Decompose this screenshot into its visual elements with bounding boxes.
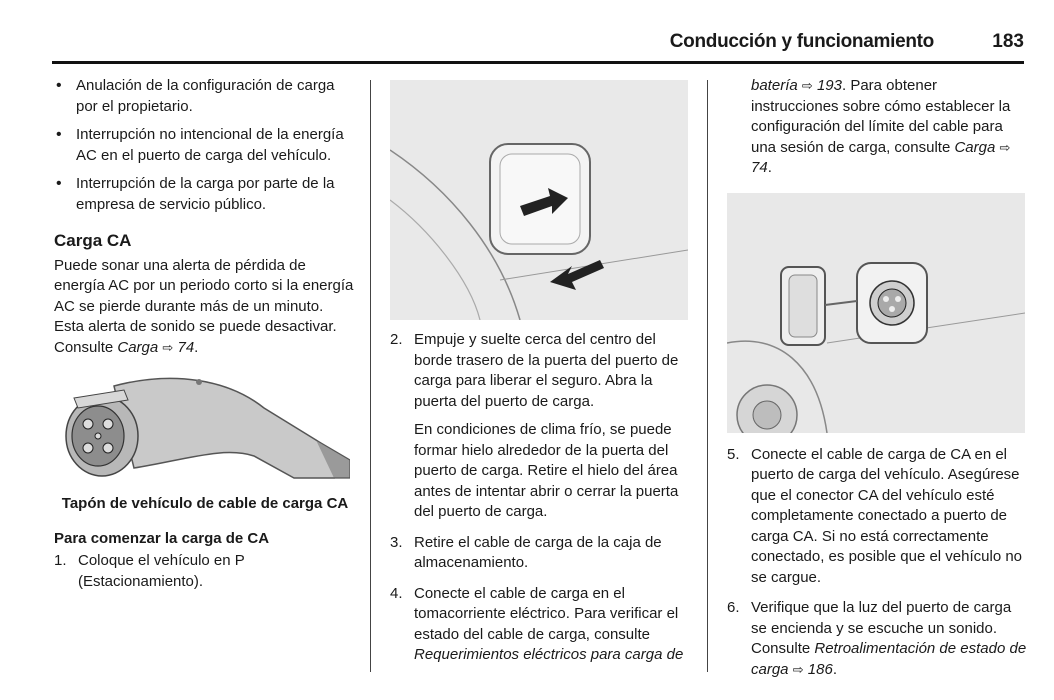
subheading: Para comenzar la carga de CA <box>54 529 270 547</box>
step-list <box>727 445 1027 681</box>
page-header <box>0 0 1054 66</box>
page-ref-arrow-icon: ⇨ <box>162 339 174 355</box>
figure-caption: Tapón de vehículo de cable de carga CA <box>61 495 349 512</box>
cross-reference-link[interactable]: batería ⇨ 193 <box>751 77 842 94</box>
step-item: 5. Conecte el cable de carga de CA en el puerto de carga del vehículo. Asegúrese que el conector CA del vehículo esté completamente conectado a puerto de carga CA. Si no está correctamente conectado, es posible que el vehículo no se cargue. <box>727 445 1023 586</box>
step-item: 2. Empuje y suelte cerca del centro del borde trasero de la puerta del puerto de carga para liberar el seguro. Abra la puerta del puerto de carga. En condiciones de clima frío, se puede formar hielo alrededor de la puerta del puerto de carga. Retire el hielo del área antes de intentar abrir o cerrar la puerta del puerto de carga. <box>390 330 690 523</box>
header-rule <box>52 61 1024 64</box>
charge-port-door-illustration <box>390 80 688 320</box>
cross-reference-link[interactable]: Carga ⇨ 74 <box>751 138 1011 176</box>
page-ref-arrow-icon: ⇨ <box>999 139 1011 155</box>
step-item: 1. Coloque el vehículo en P (Estacionamiento). <box>54 552 245 590</box>
column-divider-left <box>370 80 371 672</box>
page-number: 183 <box>992 31 1024 52</box>
bullet-item: • Anulación de la configuración de carga por el propietario. <box>54 76 356 117</box>
bullet-item: • Interrupción no intencional de la energía AC en el puerto de carga del vehículo. <box>54 125 356 166</box>
ac-plug-illustration <box>54 368 350 488</box>
step-item: 3. Retire el cable de carga de la caja de almacenamiento. <box>390 533 662 571</box>
step-list <box>54 551 356 592</box>
bullet-list <box>54 76 356 215</box>
ac-charge-paragraph: Puede sonar una alerta de pérdida de energía AC por un periodo corto si la energía AC se pierde durante más de un minuto. Esta alerta de sonido se puede desactivar. Consulte Carga ⇨ 74. <box>54 256 354 356</box>
section-heading: Carga CA <box>54 231 132 250</box>
column-1 <box>54 76 356 602</box>
page-ref-arrow-icon: ⇨ <box>792 661 804 677</box>
charge-connector-illustration <box>727 193 1025 433</box>
step-item: 6. Verifique que la luz del puerto de carga se encienda y se escuche un sonido. Consulte Retroalimentación de estado de carga ⇨ 186. <box>727 599 1027 678</box>
column-divider-right <box>707 80 708 672</box>
bullet-item: • Interrupción de la carga por parte de la empresa de servicio público. <box>54 174 356 215</box>
cross-reference-link[interactable]: Carga ⇨ 74 <box>117 338 195 356</box>
cross-reference-link[interactable]: Requerimientos eléctricos para carga de <box>414 646 684 663</box>
page-ref-arrow-icon: ⇨ <box>801 78 813 93</box>
cross-reference-link[interactable]: Retroalimentación de estado de carga ⇨ 186 <box>751 640 1027 678</box>
column-2 <box>390 76 690 676</box>
continued-paragraph: batería ⇨ 193. Para obtener instrucciones sobre cómo establecer la configuración del límite del cable para una sesión de carga, consulte Carga ⇨ 74. <box>751 77 1011 176</box>
section-title: Conducción y funcionamiento <box>669 31 934 52</box>
column-3 <box>727 76 1027 690</box>
step-list <box>390 330 690 666</box>
cold-weather-note: En condiciones de clima frío, se puede formar hielo alrededor de la puerta del puerto de carga. Retire el hielo del área antes de intentar abrir o cerrar la puerta del puerto de carga. <box>414 421 679 520</box>
step-item: 4. Conecte el cable de carga en el tomacorriente eléctrico. Para verificar el estado del cable de carga, consulte Requerimientos eléctricos para carga de <box>390 584 684 663</box>
